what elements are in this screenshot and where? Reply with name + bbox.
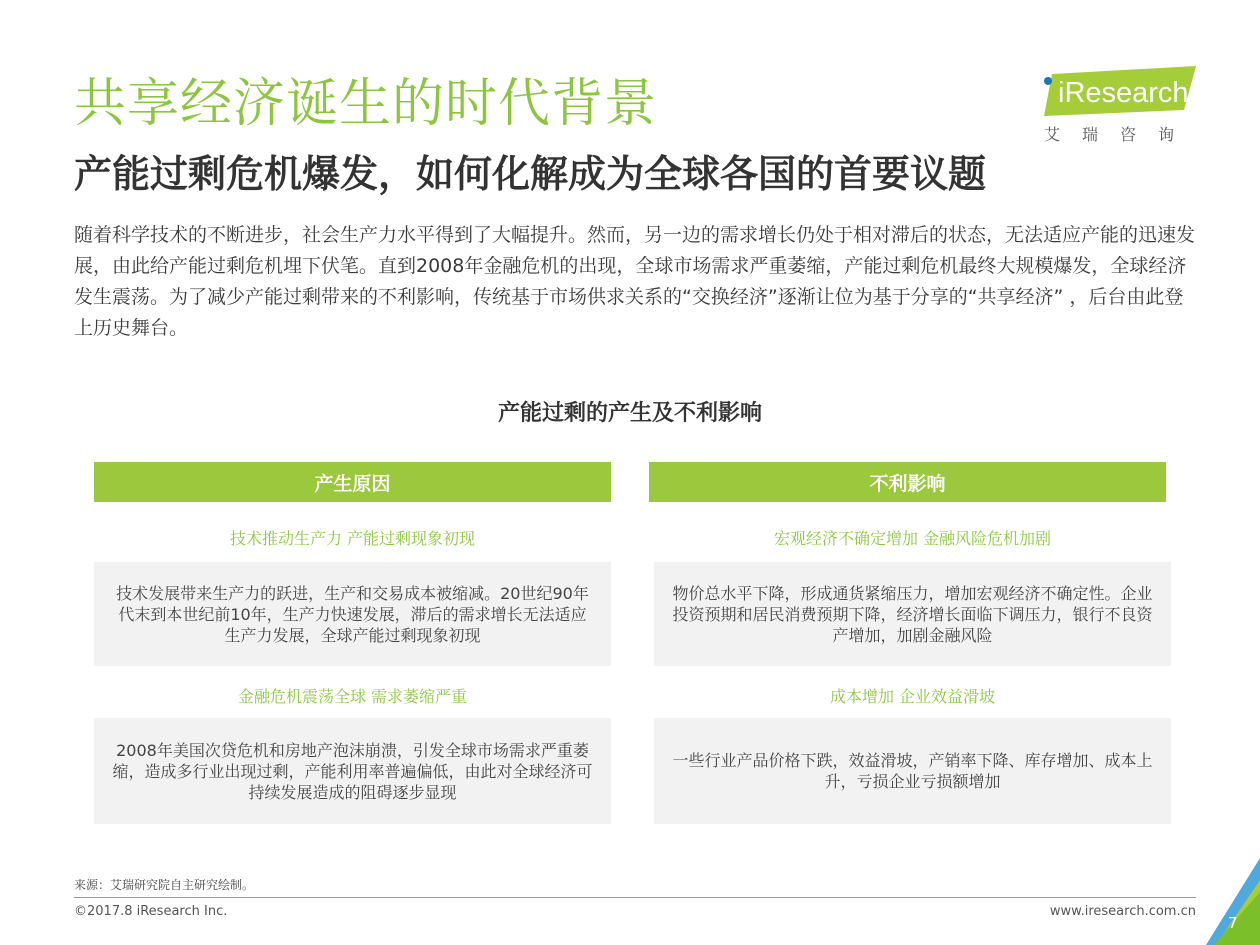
intro-paragraph: 随着科学技术的不断进步，社会生产力水平得到了大幅提升。然而，另一边的需求增长仍处于相对滞后的状态，无法适应产能的迅速发展，由此给产能过剩危机埋下伏笔。直到2008年金融危机的出现，全球市场需求严重萎缩，产能过剩危机最终大规模爆发，全球经济发生震荡。为了减少产能过剩带来的不利影响，传统基于市场供求关系的“交换经济”逐渐让位为基于分享的“共享经济” ，后台由此登上历史舞台。 bbox=[74, 224, 1196, 339]
impact-box-1 bbox=[654, 562, 1171, 666]
cause-text-1: 技术发展带来生产力的跃进，生产和交易成本被缩减。20世纪90年代末到本世纪前10年，生产力快速发展，滞后的需求增长无法适应生产力发展，全球产能过剩现象初现 bbox=[116, 583, 589, 645]
cause-box-2 bbox=[94, 718, 611, 824]
impact-heading-1: 宏观经济不确定增加 金融风险危机加剧 bbox=[773, 529, 1052, 548]
cause-heading-2: 金融危机震荡全球 需求萎缩严重 bbox=[237, 687, 468, 706]
iresearch-logo bbox=[1040, 66, 1200, 146]
website-url[interactable]: www.iresearch.com.cn bbox=[1049, 904, 1196, 919]
page-title: 共享经济诞生的时代背景 bbox=[74, 74, 658, 134]
causes-header: 产生原因 bbox=[94, 462, 611, 502]
cause-heading-1: 技术推动生产力 产能过剩现象初现 bbox=[229, 529, 476, 548]
section-title: 产能过剩的产生及不利影响 bbox=[497, 401, 762, 426]
copyright: ©2017.8 iResearch Inc. bbox=[74, 904, 228, 919]
footer-divider bbox=[74, 897, 1196, 898]
logo-chinese-name: 艾瑞咨询 bbox=[1044, 125, 1197, 144]
impact-text-2: 一些行业产品价格下跌，效益滑坡，产销率下降、库存增加、成本上升，亏损企业亏损额增加 bbox=[672, 751, 1153, 791]
impact-heading-2: 成本增加 企业效益滑坡 bbox=[829, 687, 996, 706]
impact-box-2 bbox=[654, 718, 1171, 824]
cause-box-1 bbox=[94, 562, 611, 666]
source-note: 来源：艾瑞研究院自主研究绘制。 bbox=[74, 878, 255, 892]
impacts-header: 不利影响 bbox=[649, 462, 1166, 502]
impact-text-1: 物价总水平下降，形成通货紧缩压力，增加宏观经济不确定性。企业投资预期和居民消费预期下降，经济增长面临下调压力，银行不良资产增加，加剧金融风险 bbox=[672, 583, 1153, 645]
cause-text-2: 2008年美国次贷危机和房地产泡沫崩溃，引发全球市场需求严重萎缩，造成多行业出现过剩，产能利用率普遍偏低，由此对全球经济可持续发展造成的阻碍逐步显现 bbox=[112, 740, 593, 802]
logo-wordmark: iResearch bbox=[1058, 77, 1189, 109]
page-subtitle: 产能过剩危机爆发，如何化解成为全球各国的首要议题 bbox=[74, 152, 987, 196]
page-number: 7 bbox=[1228, 914, 1238, 932]
